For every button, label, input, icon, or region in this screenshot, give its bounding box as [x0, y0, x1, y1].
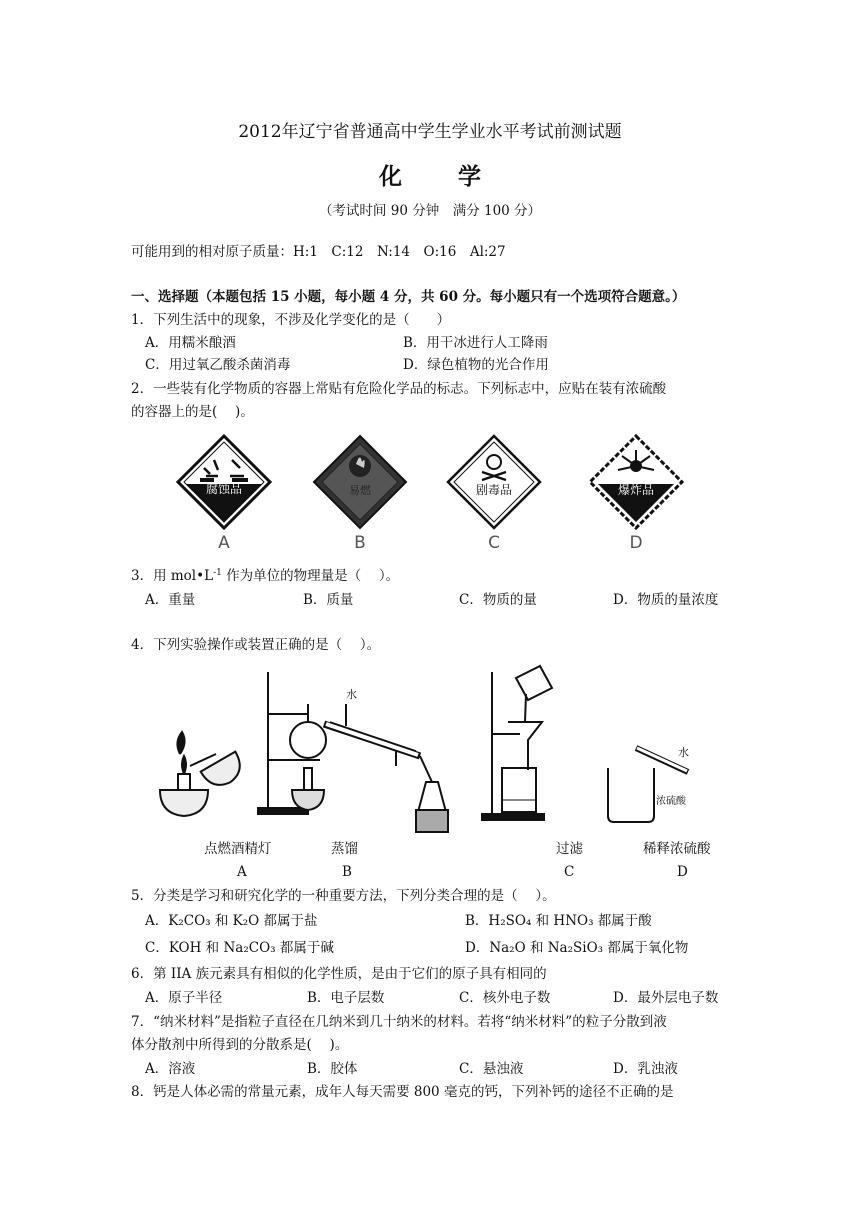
- section-heading: 一、选择题（本题包括 15 小题，每小题 4 分，共 60 分。每小题只有一个选项符合题意。）: [131, 289, 686, 305]
- q1-option-a: A．用糯米酿酒: [145, 335, 236, 351]
- q3-stem: 3．用 $mol•L^{-1}$ 作为单位的物理量是（ ）。: [131, 568, 400, 584]
- q7-stem-line2: 体分散剂中所得到的分散系是( )。: [131, 1037, 349, 1053]
- q1-option-b: B．用干冰进行人工降雨: [403, 335, 548, 351]
- sign-b-letter: B: [354, 533, 366, 553]
- q4-label-b-name: 蒸馏: [331, 841, 358, 857]
- q7-option-a: A．溶液: [145, 1061, 196, 1077]
- q1-stem: 1．下列生活中的现象，不涉及化学变化的是（ ）: [131, 312, 451, 328]
- toxic-sign: [448, 436, 540, 553]
- subject-char-2: 学: [458, 163, 481, 190]
- q4-label-a-name: 点燃酒精灯: [204, 841, 272, 857]
- flammable-sign: [314, 436, 406, 553]
- water-label-d: 水: [678, 746, 689, 759]
- q6-option-d: D．最外层电子数: [613, 990, 719, 1006]
- sign-d-text: 爆炸品: [617, 483, 655, 497]
- sign-c-text: 剧毒品: [475, 483, 513, 497]
- q3-option-b: B．质量: [303, 592, 354, 608]
- q5-option-a: A．K₂CO₃ 和 K₂O 都属于盐: [145, 913, 318, 929]
- q7-option-b: B．胶体: [307, 1061, 358, 1077]
- q6-option-a: A．原子半径: [145, 990, 223, 1006]
- q5-option-c: C．KOH 和 Na₂CO₃ 都属于碱: [145, 940, 334, 956]
- atomic-masses: 可能用到的相对原子质量：H:1 C:12 N:14 O:16 Al:27: [131, 244, 506, 260]
- q2-stem-line2: 的容器上的是( )。: [131, 404, 254, 420]
- q4-label-a: A: [237, 864, 247, 880]
- q4-label-b: B: [342, 864, 352, 880]
- q2-stem-line1: 2．一些装有化学物质的容器上常贴有危险化学品的标志。下列标志中，应贴在装有浓硫酸: [131, 381, 667, 397]
- q6-stem: 6．第 IIA 族元素具有相似的化学性质，是由于它们的原子具有相同的: [131, 966, 547, 982]
- alcohol-lamps: [160, 732, 247, 816]
- q4-label-d: D: [677, 864, 688, 880]
- q1-option-d: D．绿色植物的光合作用: [403, 357, 549, 373]
- q4-label-d-name: 稀释浓硫酸: [643, 841, 711, 857]
- q6-option-c: C．核外电子数: [459, 990, 551, 1006]
- q5-option-d: D．Na₂O 和 Na₂SiO₃ 都属于氧化物: [465, 940, 689, 956]
- water-label-b: 水: [346, 688, 357, 701]
- explosive-sign: [590, 436, 682, 553]
- subject-title: [0, 158, 860, 191]
- sign-d-letter: D: [629, 533, 643, 553]
- q4-stem: 4．下列实验操作或装置正确的是（ ）。: [131, 637, 381, 653]
- corrosive-sign: [178, 436, 270, 553]
- hazard-signs: [170, 428, 750, 556]
- q5-stem: 5．分类是学习和研究化学的一种重要方法，下列分类合理的是（ ）。: [131, 888, 556, 904]
- q8-stem: 8．钙是人体必需的常量元素，成年人每天需要 800 毫克的钙，下列补钙的途径不正确的是: [131, 1084, 674, 1100]
- dilution-setup: [608, 748, 688, 822]
- sign-a-letter: A: [218, 533, 230, 553]
- subject-char-1: 化: [379, 163, 402, 190]
- q4-label-c: C: [564, 864, 575, 880]
- acid-label-d: 浓硫酸: [656, 796, 686, 807]
- q3-option-d: D．物质的量浓度: [613, 592, 719, 608]
- q7-stem-line1: 7．“纳米材料”是指粒子直径在几纳米到几十纳米的材料。若将“纳米材料”的粒子分散到液: [131, 1014, 667, 1030]
- lab-apparatus-figure: [150, 664, 740, 840]
- q7-option-d: D．乳浊液: [613, 1061, 678, 1077]
- sign-c-letter: C: [488, 533, 500, 553]
- q3-option-a: A．重量: [145, 592, 196, 608]
- filtration-setup: [482, 666, 552, 820]
- q4-label-c-name: 过滤: [556, 841, 583, 857]
- sign-b-text: 易燃: [349, 484, 371, 497]
- q1-option-c: C．用过氧乙酸杀菌消毒: [145, 357, 291, 373]
- exam-title: 2012年辽宁省普通高中学生学业水平考试前测试题: [238, 122, 622, 142]
- q3-option-c: C．物质的量: [459, 592, 537, 608]
- exam-note: （考试时间 90 分钟 满分 100 分）: [318, 203, 542, 219]
- sign-a-text: 腐蚀品: [205, 482, 243, 496]
- q6-option-b: B．电子层数: [307, 990, 385, 1006]
- q5-option-b: B．H₂SO₄ 和 HNO₃ 都属于酸: [465, 913, 652, 929]
- q7-option-c: C．悬浊液: [459, 1061, 524, 1077]
